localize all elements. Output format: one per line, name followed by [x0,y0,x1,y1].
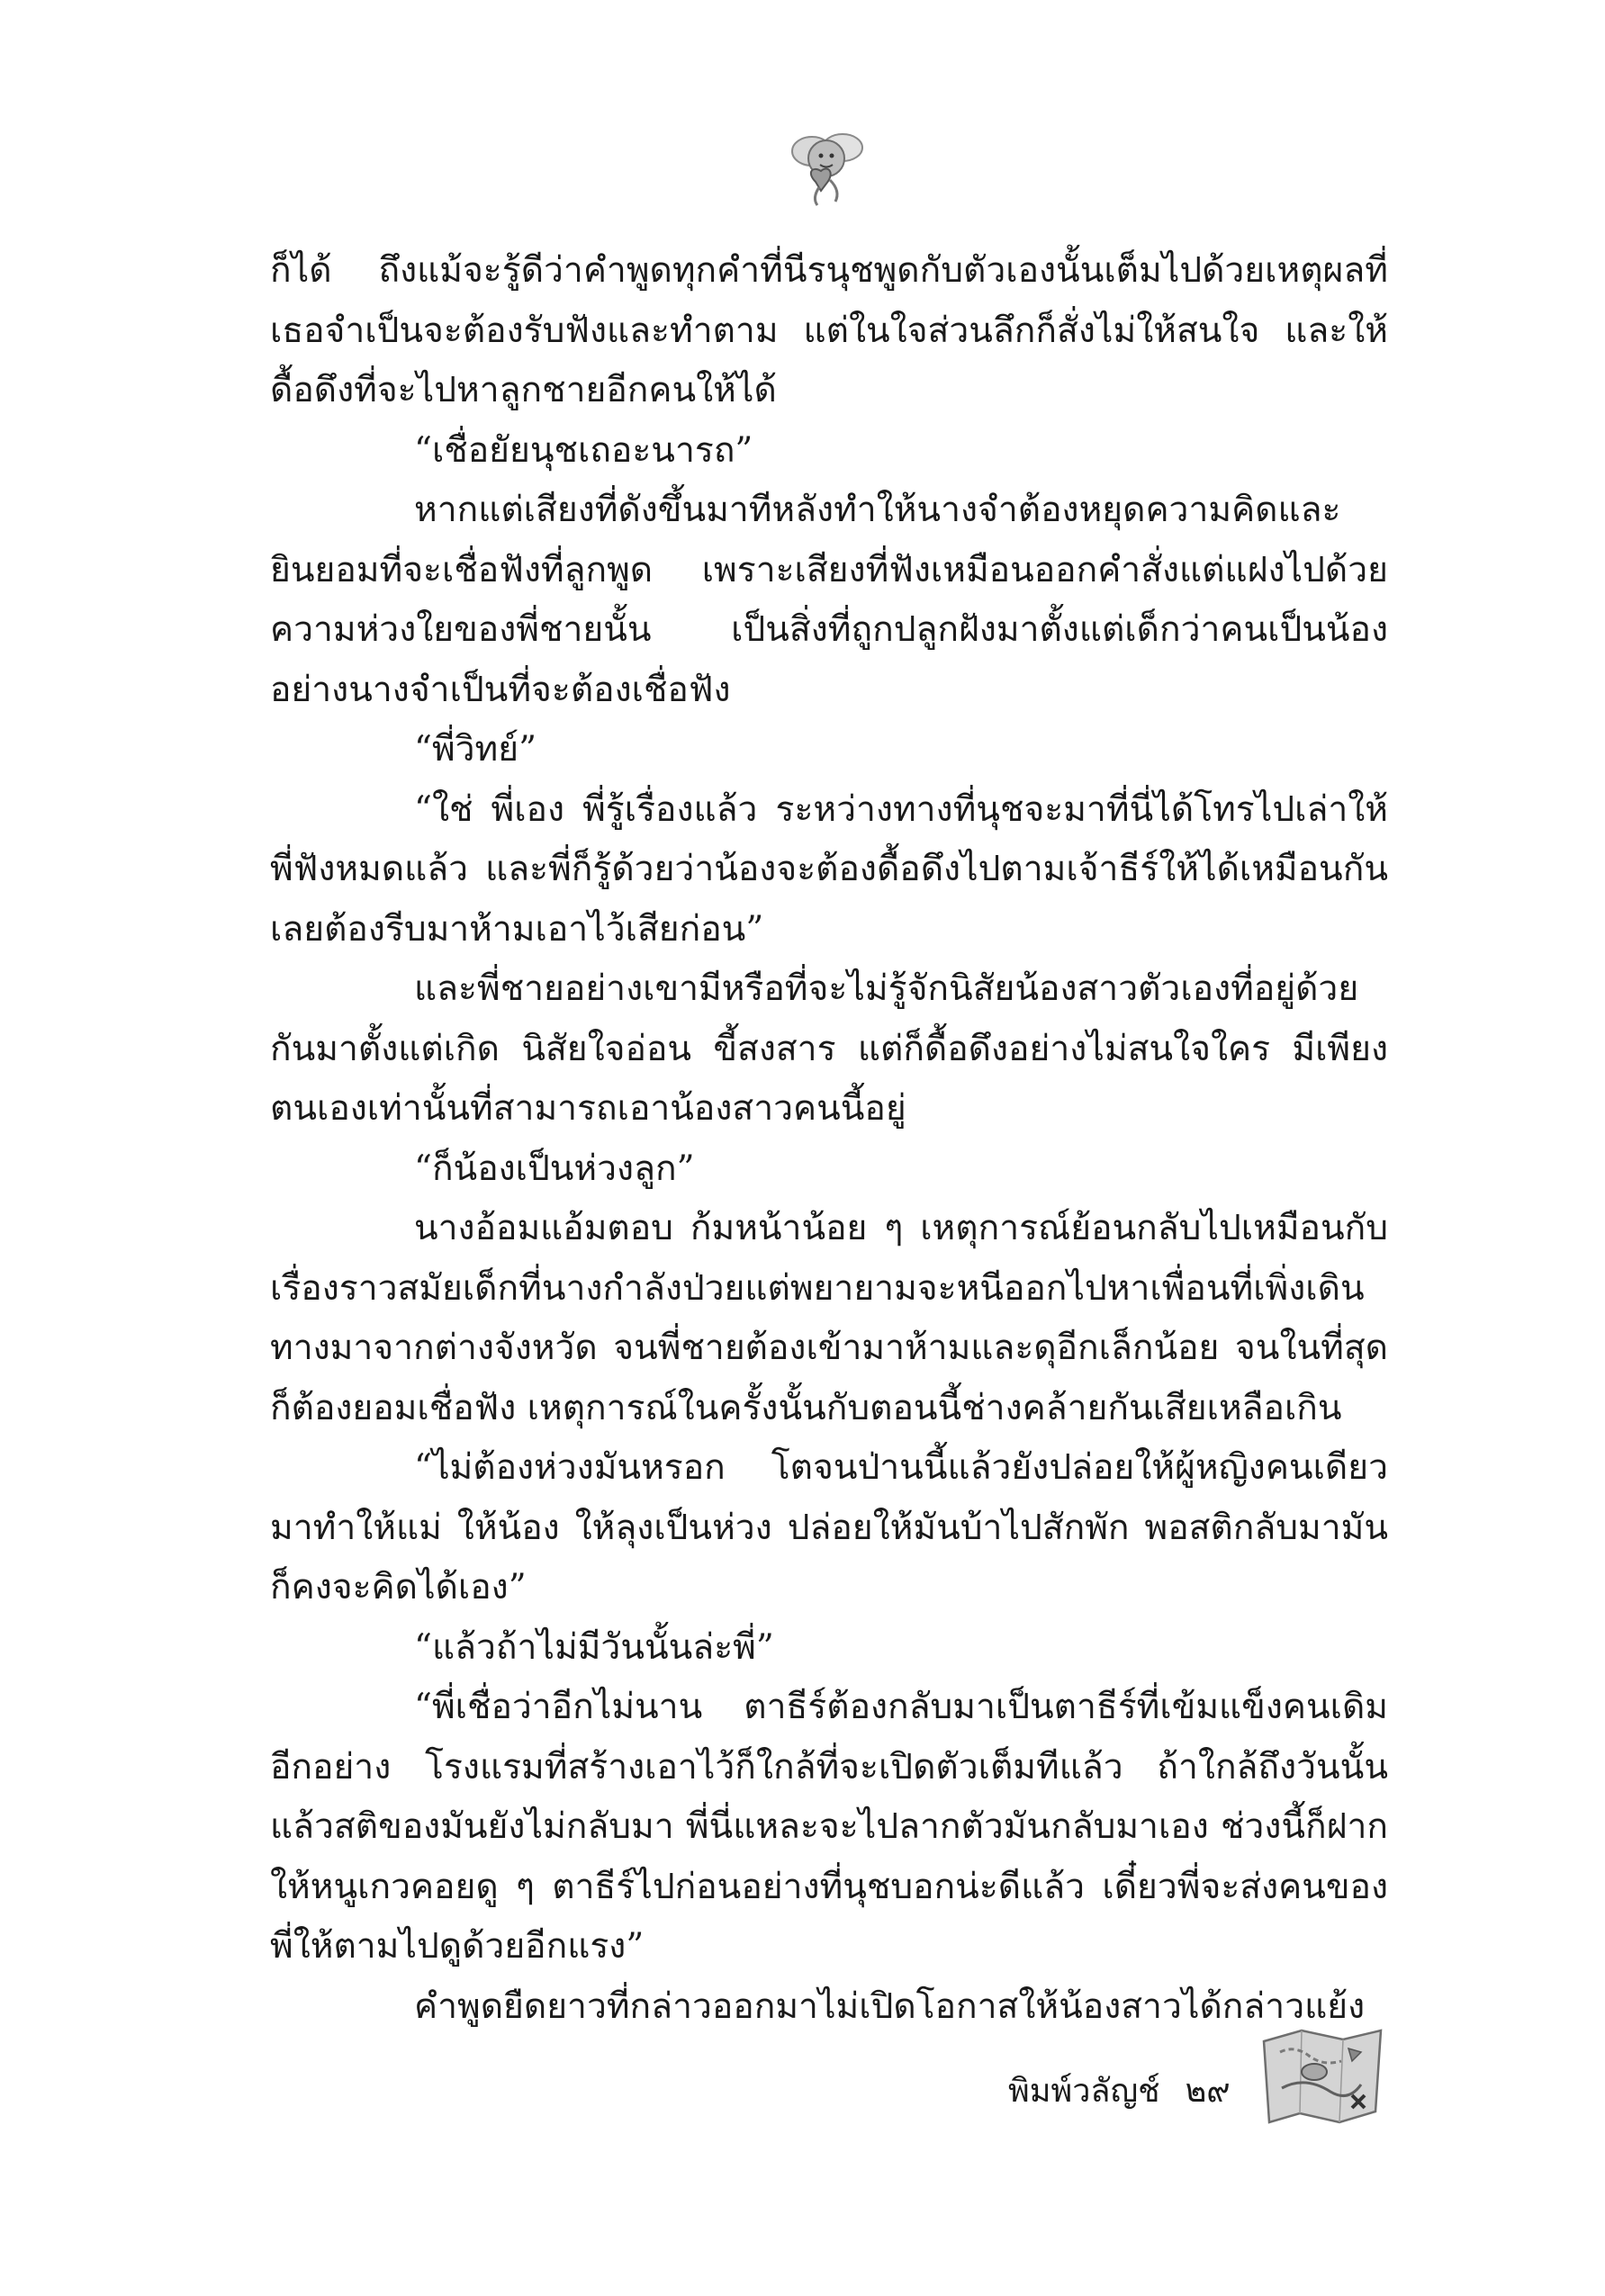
paragraph: “แล้วถ้าไม่มีวันนั้นล่ะพี่” [414,1626,774,1668]
paragraph: นางอ้อมแอ้มตอบ ก้มหน้าน้อย ๆ เหตุการณ์ย้อนกลับไปเหมือนกับเรื่องราวสมัยเด็กที่นางกำลังป่วยแต่พยายามจะหนีออกไปหาเพื่อนที่เพิ่งเดินทางมาจากต่างจังหวัด จนพี่ชายต้องเข้ามาห้ามและดุอีกเล็กน้อย จนในที่สุดก็ต้องยอมเชื่อฟัง เหตุการณ์ในครั้งนั้นกับตอนนี้ช่างคล้ายกันเสียเหลือเกิน [270,1208,1388,1428]
paragraph: หากแต่เสียงที่ดังขึ้นมาทีหลังทำให้นางจำต้องหยุดความคิดและยินยอมที่จะเชื่อฟังที่ลูกพูด เพราะเสียงที่ฟังเหมือนออกคำสั่งแต่แฝงไปด้วยความห่วงใยของพี่ชายนั้น เป็นสิ่งที่ถูกปลูกฝังมาตั้งแต่เด็กว่าคนเป็นน้องอย่างนางจำเป็นที่จะต้องเชื่อฟัง [270,490,1388,710]
story-body [270,241,1388,2037]
paragraph: และพี่ชายอย่างเขามีหรือที่จะไม่รู้จักนิสัยน้องสาวตัวเองที่อยู่ด้วยกันมาตั้งแต่เกิด นิสัยใจอ่อน ขี้สงสาร แต่ก็ดื้อดึงอย่างไม่สนใจใคร มีเพียงตนเองเท่านั้นที่สามารถเอาน้องสาวคนนี้อยู่ [270,968,1388,1129]
author-name: พิมพ์วลัญช์ [1008,2073,1160,2110]
paragraph: ก็ได้ ถึงแม้จะรู้ดีว่าคำพูดทุกคำที่นีรนุชพูดกับตัวเองนั้นเต็มไปด้วยเหตุผลที่เธอจำเป็นจะต้องรับฟังและทำตาม แต่ในใจส่วนลึกก็สั่งไม่ให้สนใจ และให้ดื้อดึงที่จะไปหาลูกชายอีกคนให้ได้ [270,250,1388,410]
paragraph: “ใช่ พี่เอง พี่รู้เรื่องแล้ว ระหว่างทางที่นุชจะมาที่นี่ได้โทรไปเล่าให้พี่ฟังหมดแล้ว และพี่ก็รู้ด้วยว่าน้องจะต้องดื้อดึงไปตามเจ้าธีร์ให้ได้เหมือนกันเลยต้องรีบมาห้ามเอาไว้เสียก่อน” [270,788,1388,950]
paragraph: “ก็น้องเป็นห่วงลูก” [414,1148,695,1189]
page-number: ๒๙ [1185,2073,1231,2110]
paragraph: คำพูดยืดยาวที่กล่าวออกมาไม่เปิดโอกาสให้น้องสาวได้กล่าวแย้ง [414,1985,1366,2027]
paragraph: “พี่วิทย์” [414,729,537,770]
page-footer [1008,2065,1231,2119]
paragraph: “พี่เชื่อว่าอีกไม่นาน ตาธีร์ต้องกลับมาเป็นตาธีร์ที่เข้มแข็งคนเดิมอีกอย่าง โรงแรมที่สร้างเอาไว้ก็ใกล้ที่จะเปิดตัวเต็มทีแล้ว ถ้าใกล้ถึงวันนั้นแล้วสติของมันยังไม่กลับมา พี่นี่แหละจะไปลากตัวมันกลับมาเอง ช่วงนี้ก็ฝากให้หนูเกวคอยดู ๆ ตาธีร์ไปก่อนอย่างที่นุชบอกน่ะดีแล้ว เดี๋ยวพี่จะส่งคนของพี่ให้ตามไปดูด้วยอีกแรง” [270,1687,1388,1967]
paragraph: “ไม่ต้องห่วงมันหรอก โตจนป่านนี้แล้วยังปล่อยให้ผู้หญิงคนเดียวมาทำให้แม่ ให้น้อง ให้ลุงเป็นห่วง ปล่อยให้มันบ้าไปสักพัก พอสติกลับมามันก็คงจะคิดได้เอง” [270,1447,1388,1607]
treasure-map-icon [1255,2025,1390,2129]
cherub-with-heart-icon [776,115,875,214]
paragraph: “เชื่อยัยนุชเถอะนารถ” [414,429,753,471]
